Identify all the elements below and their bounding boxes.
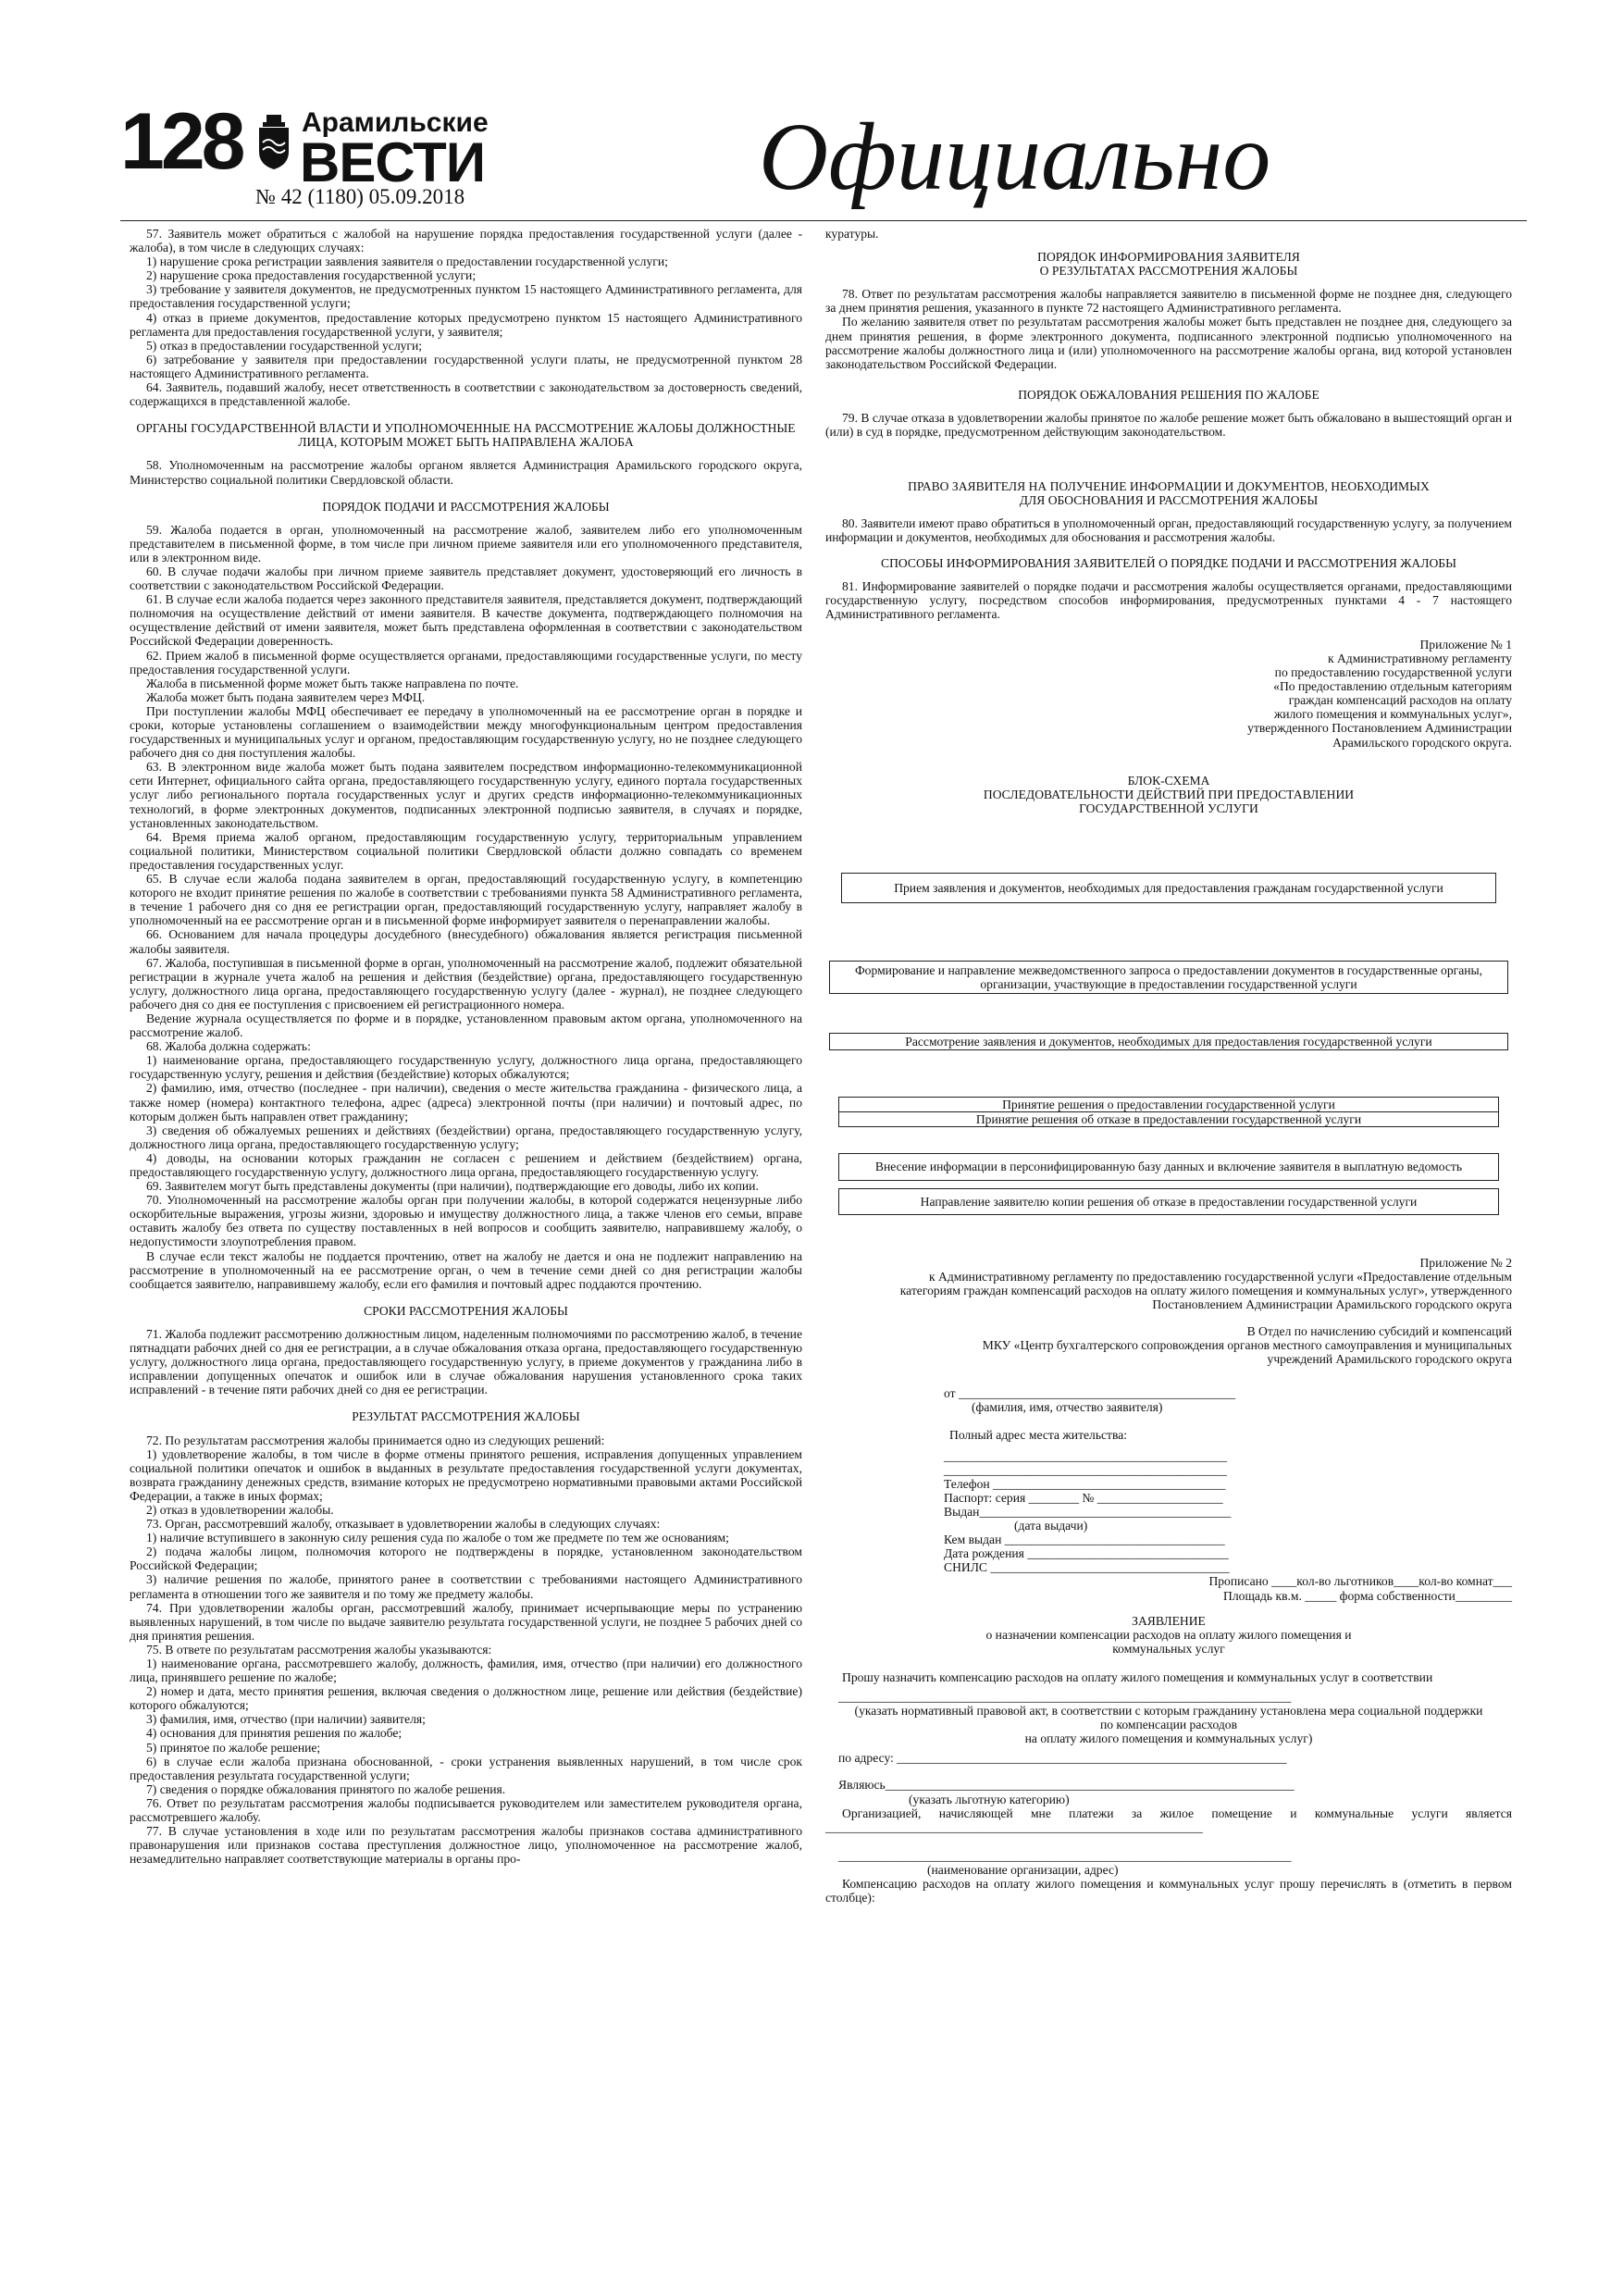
applicant-form xyxy=(944,1386,1512,1602)
list-item: 4) доводы, на основании которых гражданин не согласен с решением и действием (бездействием) органа, предоставляющего государственную услугу, должностного лица органа, предоставляющего государственную услугу. xyxy=(130,1150,802,1179)
flowchart-step-5: Принятие решения об отказе в предоставлении государственной услуги xyxy=(838,1111,1499,1127)
paragraph-72: 72. По результатам рассмотрения жалобы принимается одно из следующих решений: xyxy=(146,1433,605,1447)
paragraph-67: 67. Жалоба, поступившая в письменной форме в орган, уполномоченный на рассмотрение жалоб, подлежит обязательной регистрации в журнале учета жалоб на решения и действия (бездействие) органа, предоставляющего государственную услугу, должностного лица органа, предоставляющего государственную услугу (далее - журнал), не позднее следующего рабочего дня со дня ее поступления с присвоением ей регистрационного номера. xyxy=(130,955,802,1011)
appendix-1-note: Приложение № 1 к Административному регламенту по предоставлению государственной услуги «По предоставлению отдельным категориям граждан компенсаций расходов на оплату жилого помещения и коммунальных услуг», утвержденного Постановлением Администрации Арамильского городского округа. xyxy=(1247,637,1512,750)
list-item: 4) основания для принятия решения по жалобе; xyxy=(146,1726,403,1741)
passport-field: Паспорт: серия ________ № ____________________ xyxy=(944,1490,1223,1505)
list-item: 1) наличие вступившего в законную силу решения суда по жалобе о том же предмете по тем же основаниям; xyxy=(146,1531,729,1545)
from-field: от ____________________________________________ xyxy=(944,1386,1236,1401)
page-number: 128 xyxy=(120,97,242,186)
list-item: 6) в случае если жалоба признана обоснованной, - сроки устранения выявленных нарушений, в том числе срок предоставления результата государственной услуги; xyxy=(130,1754,802,1782)
paragraph-66: 66. Основанием для начала процедуры досудебного (внесудебного) обжалования является регистрация письменной жалобы заявителя. xyxy=(130,927,802,956)
list-item: 3) наличие решения по жалобе, принятого ранее в соответствии с требованиями настоящего Административного регламента в отношении того же заявителя и по тому же предмету жалобы. xyxy=(130,1572,802,1601)
list-item: 4) отказ в приеме документов, предоставление которых предусмотрено пунктом 15 настоящего Административного регламента для предоставления государственной услуги, у заявителя; xyxy=(130,310,802,339)
paragraph-58: 58. Уполномоченным на рассмотрение жалобы органом является Администрация Арамильского городского округа, Министерство социальной политики Свердловской области. xyxy=(130,458,802,487)
issued-field: Выдан________________________________________ xyxy=(944,1504,1232,1519)
from-hint: (фамилия, имя, отчество заявителя) xyxy=(972,1400,1163,1415)
list-item: 3) требование у заявителя документов, не предусмотренных пунктом 15 настоящего Административного регламента, для предоставления государственной услуги; xyxy=(130,282,802,311)
list-item: 1) наименование органа, предоставляющего государственную услугу, должностного лица органа, предоставляющего государственную услугу, решения и действия (бездействие) которых обжалуются; xyxy=(130,1053,802,1082)
heading-appeal: ПОРЯДОК ОБЖАЛОВАНИЯ РЕШЕНИЯ ПО ЖАЛОБЕ xyxy=(1018,387,1319,402)
category-field: Являюсь_________________________________________________________________ xyxy=(838,1778,1295,1793)
appendix-2-title: Приложение № 2 xyxy=(1419,1255,1512,1270)
transfer-text: Компенсацию расходов на оплату жилого помещения и коммунальных услуг прошу перечислять в (отметить в первом столбце): xyxy=(825,1877,1512,1905)
paragraph-70b: В случае если текст жалобы не поддается прочтению, ответ на жалобу не дается и она не подлежит направлению на рассмотрение в уполномоченный на ее рассмотрение орган, о чем в течение семи дней со дня регистрации жалобы сообщается заявителю, направившему жалобу, если его фамилия и почтовый адрес поддаются прочтению. xyxy=(130,1248,802,1291)
paragraph-81: 81. Информирование заявителей о порядке подачи и рассмотрения жалобы осуществляется органами, предоставляющими государственную услугу, посредством способов информирования, предусмотренных пунктами 4 - 7 настоящего Административного регламента. xyxy=(825,578,1512,621)
list-item: 1) наименование органа, рассмотревшего жалобу, должность, фамилия, имя, отчество (при наличии) его должностного лица, принявшего решение по жалобе; xyxy=(130,1657,802,1685)
list-item: 5) отказ в предоставлении государственной услуги; xyxy=(146,338,423,353)
paragraph-73: 73. Орган, рассмотревший жалобу, отказывает в удовлетворении жалобы в следующих случаях: xyxy=(146,1517,661,1532)
paragraph-74: 74. При удовлетворении жалобы орган, рассмотревший жалобу, принимает исчерпывающие меры по устранению выявленных нарушений, в том числе по выдаче заявителю результата государственной услуги, не позднее 5 рабочих дней со дня принятия решения. xyxy=(130,1600,802,1643)
recipient: В Отдел по начислению субсидий и компенсаций МКУ «Центр бухгалтерского сопровождения органов местного самоуправления и муниципальных учреждений Арамильского городского округа xyxy=(982,1324,1512,1367)
paragraph-68: 68. Жалоба должна содержать: xyxy=(146,1039,311,1054)
heading-right: ПРАВО ЗАЯВИТЕЛЯ НА ПОЛУЧЕНИЕ ИНФОРМАЦИИ И ДОКУМЕНТОВ, НЕОБХОДИМЫХ ДЛЯ ОБОСНОВАНИЯ И РАССМОТРЕНИЯ ЖАЛОБЫ xyxy=(908,479,1430,508)
paragraph-64a: 64. Заявитель, подавший жалобу, несет ответственность в соответствии с законодательством за достоверность сведений, содержащихся в представленной жалобе. xyxy=(130,380,802,409)
statement-title: ЗАЯВЛЕНИЕ xyxy=(1132,1613,1206,1628)
address-field: по адресу: ______________________________________________________________ xyxy=(838,1751,1287,1766)
paragraph-70: 70. Уполномоченный на рассмотрение жалобы орган при получении жалобы, в которой содержатся нецензурные либо оскорбительные выражения, угрозы жизни, здоровью и имуществу должностного лица, а также членов его семьи, вправе оставить жалобу без ответа по существу поставленных в ней вопросов и сообщить заявителю, направившему жалобу, о недопустимости злоупотребления правом. xyxy=(130,1193,802,1249)
left-column xyxy=(130,227,802,1866)
category-hint: (указать льготную категорию) xyxy=(909,1792,1070,1806)
paragraph-65: 65. В случае если жалоба подана заявителем в орган, предоставляющий государственную услугу, в компетенцию которого не входит принятие решения по жалобе в соответствии с требованиями пункта 58 Административного регламента, в течение 1 рабочего дня со дня ее регистрации орган, предоставляющий государственную услугу, направляет жалобу в уполномоченный на ее рассмотрение орган и в письменной форме информирует заявителя о перенаправлении жалобы. xyxy=(130,872,802,928)
paragraph-57: 57. Заявитель может обратиться с жалобой на нарушение порядка предоставления государственной услуги (далее - жалоба), в том числе в следующих случаях: xyxy=(130,227,802,255)
paragraph-69: 69. Заявителем могут быть представлены документы (при наличии), подтверждающие его доводы, либо их копии. xyxy=(146,1179,759,1194)
flowchart-step-4: Принятие решения о предоставлении государственной услуги xyxy=(838,1097,1499,1111)
birth-date-field: Дата рождения ________________________________ xyxy=(944,1546,1229,1561)
flowchart-step-3: Рассмотрение заявления и документов, необходимых для предоставления государственной услуги xyxy=(829,1033,1508,1050)
paragraph-78b: По желанию заявителя ответ по результатам рассмотрения жалобы может быть представлен не позднее дня, следующего за днем принятия решения, в форме электронного документа, подписанного электронной подписью уполномоченного на рассмотрение жалобы должностного лица и (или) уполномоченного на рассмотрение жалобы органа, вид которой установлен законодательством Российской Федерации. xyxy=(825,315,1512,371)
coat-of-arms-icon xyxy=(257,115,291,170)
brand-name: ВЕСТИ xyxy=(300,131,485,193)
brand-top: Арамильские xyxy=(302,107,489,138)
list-item: 2) отказ в удовлетворении жалобы. xyxy=(146,1502,334,1517)
organization-hint: (наименование организации, адрес) xyxy=(927,1862,1119,1877)
heading-inform: ПОРЯДОК ИНФОРМИРОВАНИЯ ЗАЯВИТЕЛЯ О РЕЗУЛЬТАТАХ РАССМОТРЕНИЯ ЖАЛОБЫ xyxy=(1037,250,1300,279)
paragraph-62c: Жалоба может быть подана заявителем через МФЦ. xyxy=(146,689,426,704)
section-title: Официально xyxy=(759,104,1271,210)
list-item: 2) нарушение срока предоставления государственной услуги; xyxy=(146,268,477,283)
paragraph-80: 80. Заявители имеют право обратиться в уполномоченный орган, предоставляющий государственную услугу, за получением информации и документов, необходимых для обоснования и рассмотрения жалобы. xyxy=(825,516,1512,545)
heading-ways: СПОСОБЫ ИНФОРМИРОВАНИЯ ЗАЯВИТЕЛЕЙ О ПОРЯДКЕ ПОДАЧИ И РАССМОТРЕНИЯ ЖАЛОБЫ xyxy=(881,555,1456,570)
heading-terms: СРОКИ РАССМОТРЕНИЯ ЖАЛОБЫ xyxy=(364,1303,568,1318)
paragraph-62: 62. Прием жалоб в письменной форме осуществляется органами, предоставляющими государственные услуги, по месту предоставления государственной услуги. xyxy=(130,648,802,676)
address-line-1: _____________________________________________ xyxy=(944,1448,1227,1463)
registration-field: Прописано ____кол-во льготников____кол-во комнат___ xyxy=(1208,1574,1512,1589)
list-item: 5) принятое по жалобе решение; xyxy=(146,1740,321,1755)
phone-field: Телефон _____________________________________ xyxy=(944,1476,1226,1491)
heading-order: ПОРЯДОК ПОДАЧИ И РАССМОТРЕНИЯ ЖАЛОБЫ xyxy=(322,499,610,514)
masthead xyxy=(120,97,1527,221)
request-text: Прошу назначить компенсацию расходов на оплату жилого помещения и коммунальных услуг в соответствии xyxy=(842,1669,1433,1684)
issue-number-date: № 42 (1180) 05.09.2018 xyxy=(255,185,465,208)
appendix-2-note: к Административному регламенту по предоставлению государственной услуги «Предоставление отдельным категориям граждан компенсаций расходов на оплату жилого помещения и коммунальных услуг», утвержденного Постановлением Администрации Арамильского городского округа xyxy=(899,1269,1512,1311)
paragraph-61: 61. В случае если жалоба подается через законного представителя заявителя, представляется документ, подтверждающий полномочия на осуществление действий от имени заявителя. В качестве документа, подтверждающего полномочия на осуществление действий от имени заявителя, может быть представлена оформленная в соответствии с законодательством Российской Федерации доверенность. xyxy=(130,592,802,649)
continuation: куратуры. xyxy=(825,227,879,241)
request-line: ________________________________________________________________________ xyxy=(838,1690,1292,1704)
flowchart-step-7: Направление заявителю копии решения об отказе в предоставлении государственной услуги xyxy=(838,1188,1499,1215)
list-item: 2) номер и дата, место принятия решения, включая сведения о должностном лице, решение или действия (бездействие) которого обжалуются; xyxy=(130,1684,802,1713)
paragraph-67b: Ведение журнала осуществляется по форме и в порядке, установленном правовым актом органа, уполномоченного на рассмотрение жалоб. xyxy=(130,1011,802,1040)
paragraph-59: 59. Жалоба подается в орган, уполномоченный на рассмотрение жалоб, заявителем либо его уполномоченным представителем в письменной форме, в том числе при личном приеме заявителя или его уполномоченного представителя, или в электронном виде. xyxy=(130,522,802,565)
list-item: 2) фамилию, имя, отчество (последнее - при наличии), сведения о месте жительства гражданина - физического лица, а также номер (номера) контактного телефона, адрес (адреса) электронной почты (при наличии) и почтовый адрес, по которым должен быть направлен ответ гражданину; xyxy=(130,1081,802,1123)
list-item: 1) нарушение срока регистрации заявления заявителя о предоставлении государственной услуги; xyxy=(146,254,668,269)
paragraph-62d: При поступлении жалобы МФЦ обеспечивает ее передачу в уполномоченный на ее рассмотрение орган в порядке и сроки, которые установлены соглашением о взаимодействии между многофункциональным центром предоставления государственных и муниципальных услуг и органом, предоставляющим государственную услугу, но не позднее следующего рабочего дня со дня поступления жалобы. xyxy=(130,703,802,761)
list-item: 1) удовлетворение жалобы, в том числе в форме отмены принятого решения, исправления допущенных управлением социальной политики опечаток и ошибок в выданных в результате предоставления государственной услуги документах, возврата гражданину денежных средств, взимание которых не предусмотрено нормативными правовыми актами Российской Федерации, а также в иных формах; xyxy=(130,1446,802,1503)
list-item: 3) сведения об обжалуемых решениях и действиях (бездействии) органа, предоставляющего государственную услугу, должностного лица органа, предоставляющего государственную услугу; xyxy=(130,1123,802,1151)
organization-field: Организацией, начисляющей мне платежи за жилое помещение и коммунальные услуги является ____________________________________________________________ xyxy=(825,1806,1512,1834)
right-column xyxy=(825,227,1512,1905)
paragraph-75: 75. В ответе по результатам рассмотрения жалобы указываются: xyxy=(146,1642,492,1657)
list-item: 6) затребование у заявителя при предоставлении государственной услуги платы, не предусмотренной пунктом 28 настоящего Административного регламента. xyxy=(130,352,802,380)
paragraph-64: 64. Время приема жалоб органом, предоставляющим государственную услугу, территориальным управлением социальной политики, Министерством социальной политики Свердловской области должно совпадать со временем предоставления государственных услуг. xyxy=(130,829,802,872)
statement-subtitle: о назначении компенсации расходов на оплату жилого помещения и коммунальных услуг xyxy=(985,1627,1352,1656)
issued-by-field: Кем выдан ___________________________________ xyxy=(944,1533,1225,1547)
paragraph-76: 76. Ответ по результатам рассмотрения жалобы подписывается руководителем или заместителем руководителя органа, рассмотревшего жалобу. xyxy=(130,1795,802,1825)
list-item: 7) сведения о порядке обжалования принятого по жалобе решения. xyxy=(146,1781,506,1796)
paragraph-78: 78. Ответ по результатам рассмотрения жалобы направляется заявителю в письменной форме не позднее дня, следующего за днем принятия решения, указанного в пункте 72 настоящего Административного регламента. xyxy=(825,287,1512,316)
heading-organs: ОРГАНЫ ГОСУДАРСТВЕННОЙ ВЛАСТИ И УПОЛНОМОЧЕННЫЕ НА РАССМОТРЕНИЕ ЖАЛОБЫ ДОЛЖНОСТНЫЕ ЛИЦА, КОТОРЫМ МОЖЕТ БЫТЬ НАПРАВЛЕНА ЖАЛОБА xyxy=(136,421,796,450)
list-item: 3) фамилия, имя, отчество (при наличии) заявителя; xyxy=(146,1712,426,1727)
request-hint: (указать нормативный правовой акт, в соответствии с которым гражданину установлена мера социальной поддержки по компенсации расходов на оплату жилого помещения и коммунальных услуг) xyxy=(854,1704,1483,1746)
flowchart-decision xyxy=(825,1097,1512,1127)
paragraph-63: 63. В электронном виде жалоба может быть подана заявителем посредством информационно-телекоммуникационной сети Интернет, официального сайта органа, предоставляющего государственную услугу, единого портала государственных услуг либо регионального портала государственных услуг и других средств информационно-телекоммуникационных технологий, в форме электронных документов, подписанных электронной подписью заявителя, в случаях и порядке, установленных законодательством. xyxy=(130,760,802,830)
flowchart-step-1: Прием заявления и документов, необходимых для предоставления гражданам государственной услуги xyxy=(841,873,1496,903)
paragraph-77: 77. В случае установления в ходе или по результатам рассмотрения жалобы признаков состава административного правонарушения или признаков состава преступления должностное лицо, уполномоченное на рассмотрение жалоб, незамедлительно направляет соответствующие материалы в органы про- xyxy=(130,1824,802,1867)
area-field: Площадь кв.м. _____ форма собственности_________ xyxy=(1223,1588,1512,1603)
flowchart-step-6: Внесение информации в персонифицированную базу данных и включение заявителя в выплатную ведомость xyxy=(838,1153,1499,1180)
list-item: 2) подача жалобы лицом, полномочия которого не подтверждены в порядке, установленном законодательством Российской Федерации; xyxy=(130,1545,802,1573)
flowchart-step-2: Формирование и направление межведомственного запроса о предоставлении документов в государственные органы, организации, участвующие в предоставлении государственной услуги xyxy=(829,961,1508,994)
flowchart-title: БЛОК-СХЕМА ПОСЛЕДОВАТЕЛЬНОСТИ ДЕЙСТВИЙ ПРИ ПРЕДОСТАВЛЕНИИ ГОСУДАРСТВЕННОЙ УСЛУГИ xyxy=(983,773,1355,815)
snils-field: СНИЛС ______________________________________ xyxy=(944,1560,1230,1575)
paragraph-79: 79. В случае отказа в удовлетворении жалобы принятое по жалобе решение может быть обжаловано в вышестоящий орган и (или) в суд в порядке, предусмотренном действующим законодательством. xyxy=(825,410,1512,440)
paragraph-62b: Жалоба в письменной форме может быть также направлена по почте. xyxy=(146,676,519,690)
address-line-2: _____________________________________________ xyxy=(944,1462,1227,1477)
address-label: Полный адрес места жительства: xyxy=(949,1427,1128,1442)
issued-hint: (дата выдачи) xyxy=(1014,1519,1088,1533)
organization-line: ________________________________________________________________________ xyxy=(838,1848,1292,1863)
heading-result: РЕЗУЛЬТАТ РАССМОТРЕНИЯ ЖАЛОБЫ xyxy=(352,1409,580,1424)
paragraph-71: 71. Жалоба подлежит рассмотрению должностным лицом, наделенным полномочиями по рассмотрению жалоб, в течение пятнадцати рабочих дней со дня ее регистрации, а в случае обжалования отказа органа, предоставляющего государственную услугу, должностного лица органа, предоставляющего государственную услугу, в приеме документов у гражданина либо в исправлении допущенных опечаток и ошибок или в случае обжалования нарушения установленного срока таких исправлений - в течение пяти рабочих дней со дня ее регистрации. xyxy=(130,1326,802,1397)
paragraph-60: 60. В случае подачи жалобы при личном приеме заявитель представляет документ, удостоверяющий его личность в соответствии с законодательством Российской Федерации. xyxy=(130,564,802,593)
flowchart xyxy=(825,873,1512,1215)
